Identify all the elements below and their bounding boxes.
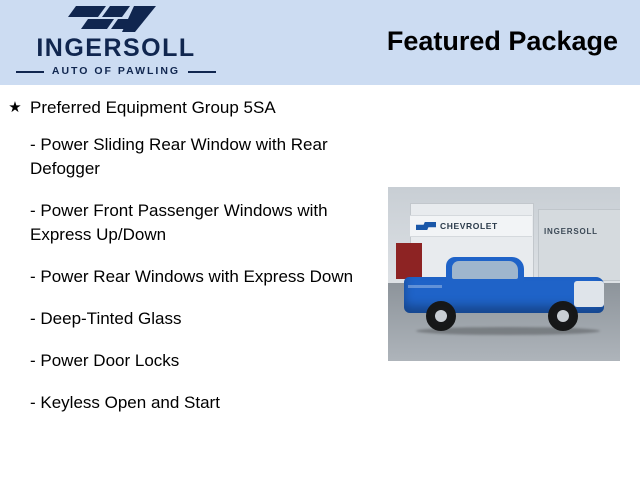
list-item: - Power Rear Windows with Express Down xyxy=(30,267,354,286)
page-header xyxy=(0,0,640,85)
list-item: - Power Door Locks xyxy=(30,351,180,370)
ingersoll-logo-icon xyxy=(10,4,222,34)
dealership-sign-label: CHEVROLET xyxy=(440,221,498,231)
feature-headline-label: Preferred Equipment Group 5SA xyxy=(30,98,276,117)
page-content xyxy=(0,85,640,480)
star-icon: ★ xyxy=(8,99,22,116)
brand-sub-divider xyxy=(10,63,222,79)
list-item: - Power Sliding Rear Window with Rear Defogger xyxy=(30,135,328,178)
truck-grille xyxy=(574,281,604,307)
feature-list xyxy=(8,97,378,433)
list-item: - Keyless Open and Start xyxy=(30,393,220,412)
page-title: Featured Package xyxy=(386,26,618,56)
secondary-sign-label: INGERSOLL xyxy=(544,227,598,236)
truck-rear-wheel xyxy=(426,301,456,331)
truck-front-wheel xyxy=(548,301,578,331)
dealership-sign xyxy=(410,215,532,237)
list-item: - Deep-Tinted Glass xyxy=(30,309,182,328)
truck-bed-line xyxy=(408,285,442,288)
list-item: - Power Front Passenger Windows with Express Up/Down xyxy=(30,201,328,244)
truck-illustration xyxy=(404,255,604,333)
brand-subtitle: AUTO OF PAWLING xyxy=(51,65,181,77)
feature-headline xyxy=(8,97,378,119)
brand-name: INGERSOLL xyxy=(36,34,196,62)
dealer-logo xyxy=(10,4,222,82)
vehicle-photo xyxy=(388,187,620,361)
truck-windows xyxy=(452,261,518,279)
chevrolet-bowtie-icon xyxy=(416,222,436,230)
